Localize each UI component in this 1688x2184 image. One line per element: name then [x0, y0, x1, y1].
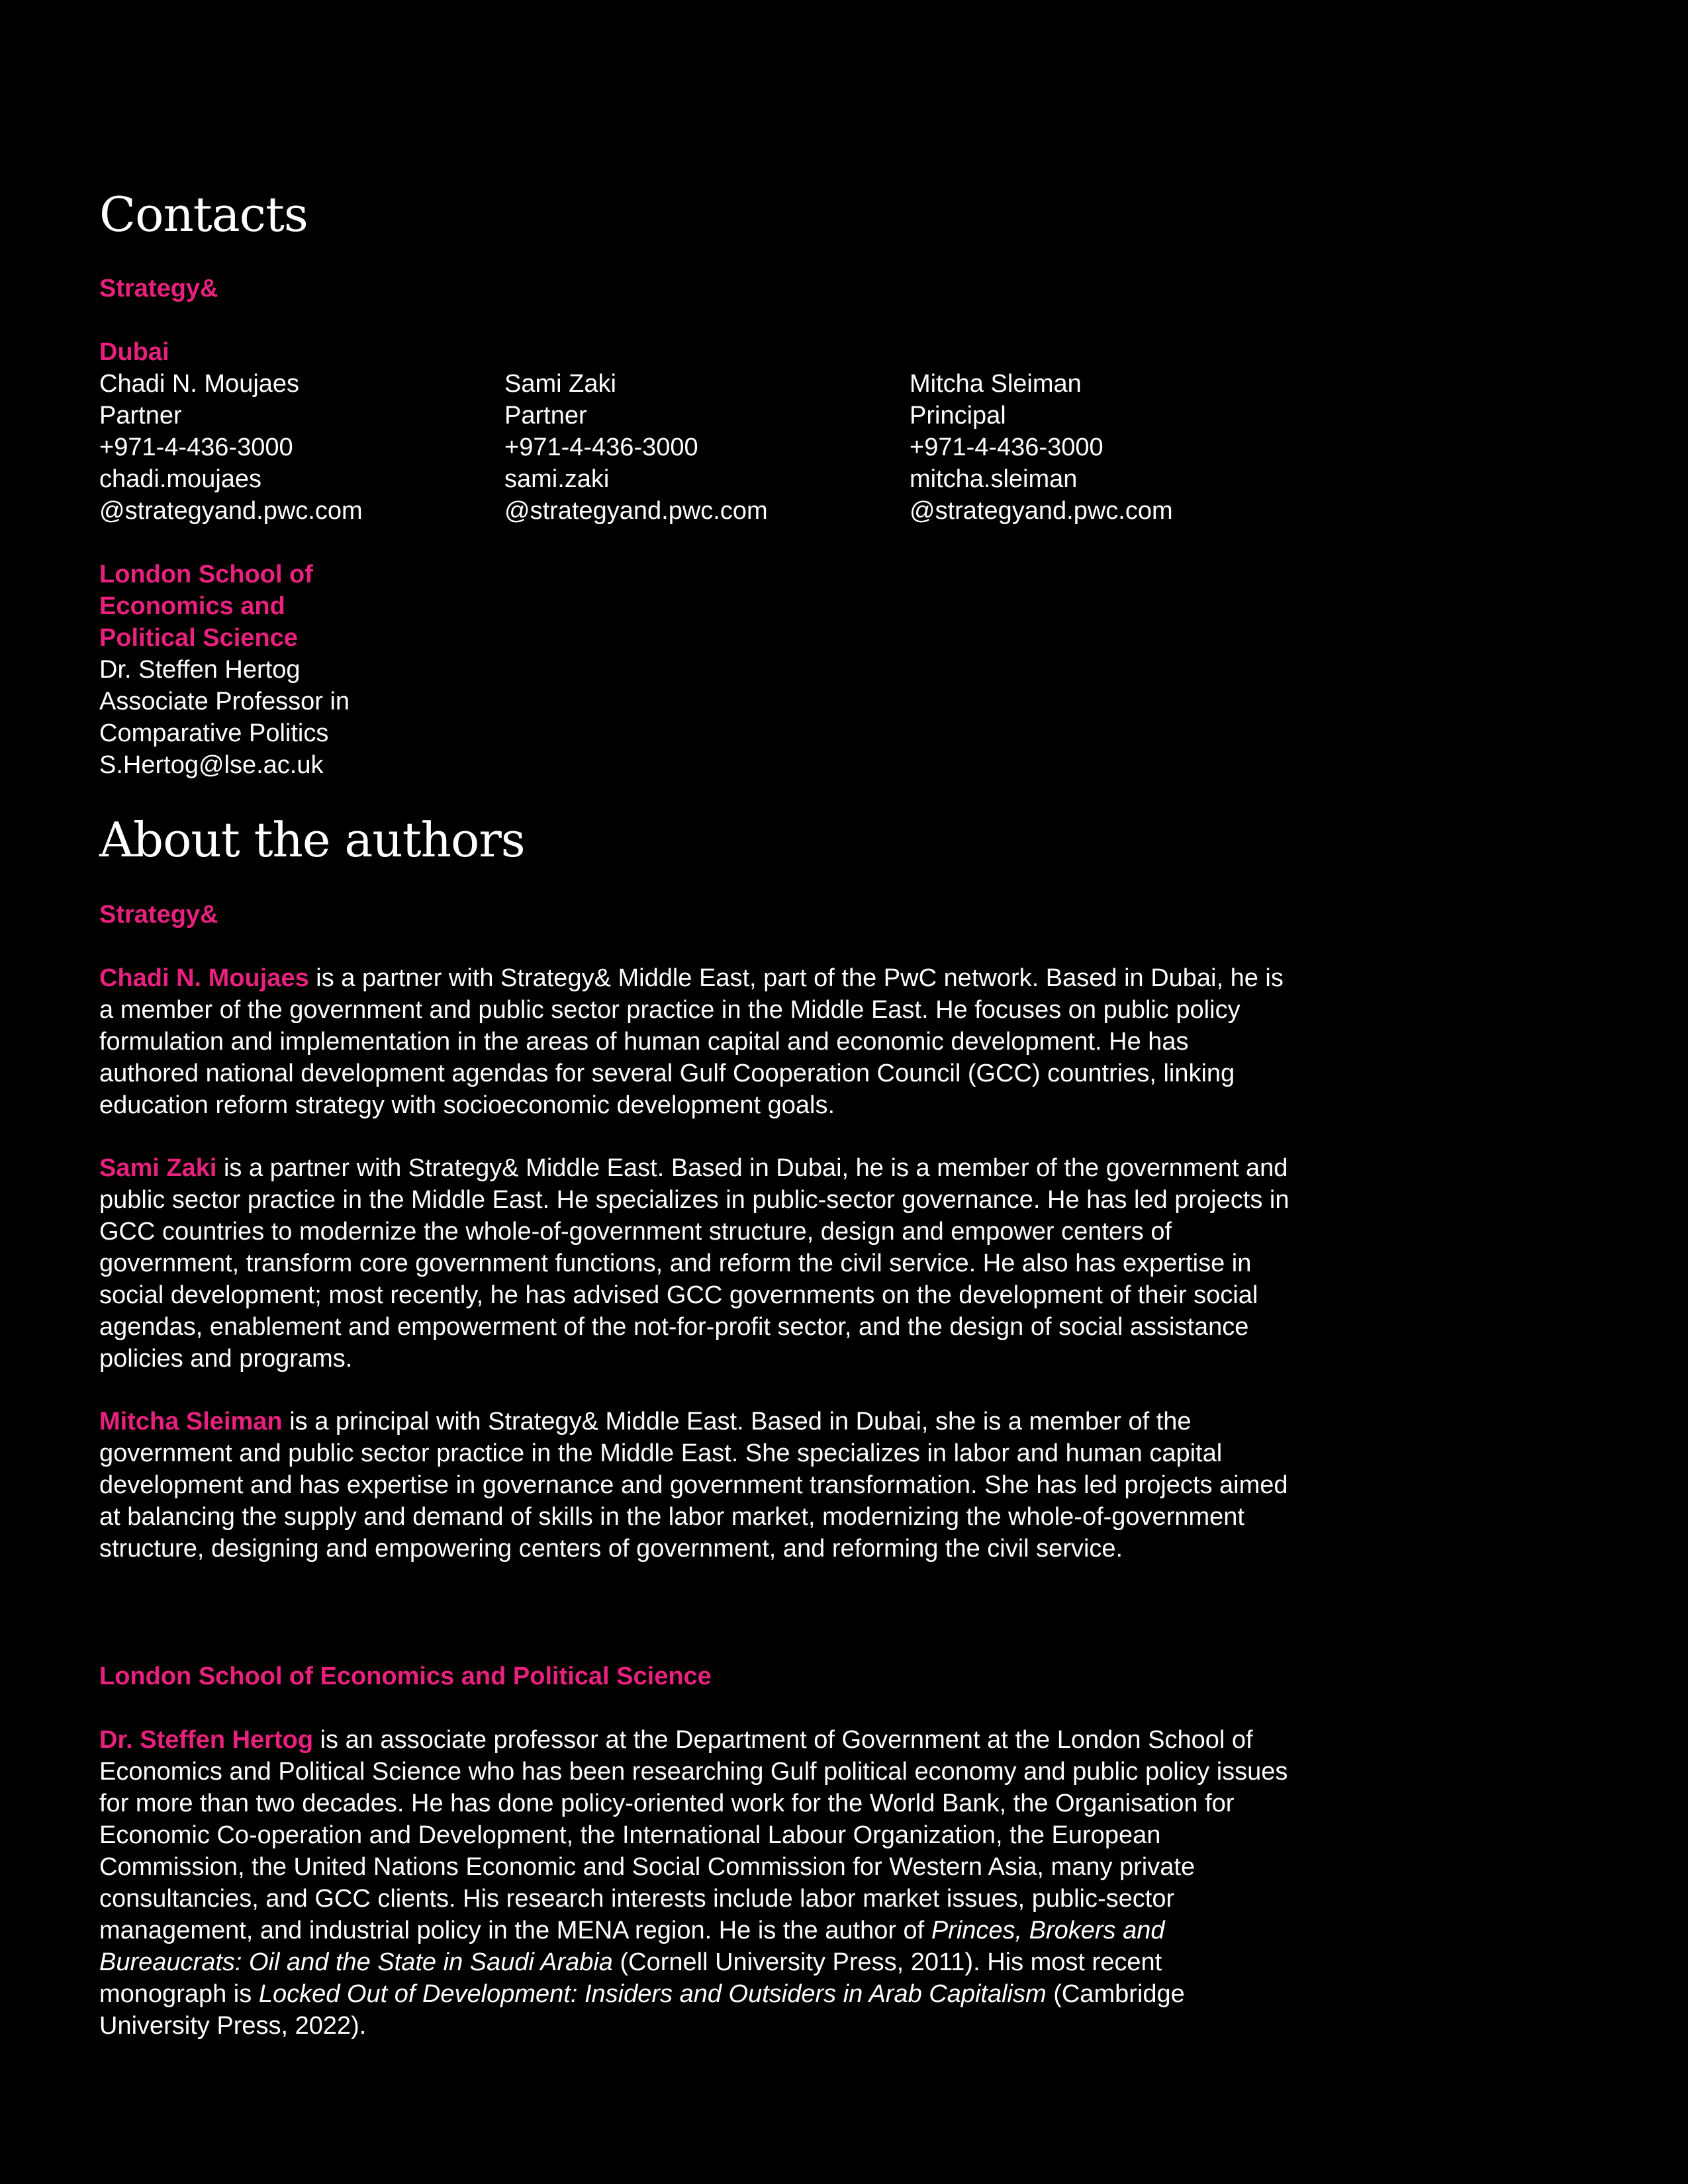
- contact-email-user[interactable]: chadi.moujaes: [99, 465, 262, 493]
- contact-name: Sami Zaki: [504, 370, 616, 398]
- contact-email-domain[interactable]: @strategyand.pwc.com: [504, 497, 768, 525]
- contact-phone[interactable]: +971-4-436-3000: [504, 433, 698, 461]
- author-bio-text: (Cambridge University Press, 2022).: [99, 1980, 1185, 2040]
- contact-email-user[interactable]: mitcha.sleiman: [910, 465, 1078, 493]
- author-name: Chadi N. Moujaes: [99, 964, 309, 992]
- author-bio-text: is a principal with Strategy& Middle East. Based in Dubai, she is a member of the government and public sector practice in the Middle East. She specializes in labor and human capital development and has expertise in governance and government transformation. She has led projects aimed at balancing the supply and demand of skills in the labor market, modernizing the whole-of-government structure, designing and empowering centers of government, and reforming the civil service.: [99, 1408, 1288, 1563]
- lse-label-line: Economics and: [99, 592, 285, 620]
- author-name: Sami Zaki: [99, 1154, 217, 1182]
- contact-card: [910, 368, 1173, 527]
- author-bio-text: (Cornell University Press, 2011). His most recent monograph is: [99, 1948, 1162, 2008]
- lse-label-line: London School of: [99, 561, 313, 588]
- lse-about-label: London School of Economics and Political Science: [99, 1662, 712, 1690]
- contact-card: [99, 368, 363, 527]
- contact-phone[interactable]: +971-4-436-3000: [99, 433, 293, 461]
- contact-name: Chadi N. Moujaes: [99, 370, 300, 398]
- contact-email[interactable]: S.Hertog@lse.ac.uk: [99, 751, 324, 779]
- contact-email-domain[interactable]: @strategyand.pwc.com: [910, 497, 1173, 525]
- book-title: Locked Out of Development: Insiders and Outsiders in Arab Capitalism: [258, 1980, 1047, 2008]
- author-bio-text: is an associate professor at the Department of Government at the London School of Economics and Political Science who has been researching Gulf political economy and public policy issues for more than two decades. He has done policy-oriented work for the World Bank, the Organisation for Economic Co-operation and Development, the International Labour Organization, the European Commission, the United Nations Economic and Social Commission for Western Asia, many private consultancies, and GCC clients. His research interests include labor market issues, public-sector management, and industrial policy in the MENA region. He is the author of: [99, 1726, 1288, 1944]
- contacts-firm-label: Strategy&: [99, 275, 218, 302]
- contact-role: Principal: [910, 402, 1006, 430]
- contact-name: Mitcha Sleiman: [910, 370, 1082, 398]
- lse-contact-card: [99, 559, 430, 781]
- office-label: Dubai: [99, 338, 169, 366]
- author-bio: [99, 1406, 1291, 1565]
- contact-email-user[interactable]: sami.zaki: [504, 465, 610, 493]
- contact-role: Associate Professor in: [99, 688, 350, 715]
- author-bio: [99, 1152, 1291, 1375]
- book-title: Princes, Brokers and Bureaucrats: Oil and the State in Saudi Arabia: [99, 1917, 1165, 1976]
- contact-role: Partner: [504, 402, 587, 430]
- contact-email-domain[interactable]: @strategyand.pwc.com: [99, 497, 363, 525]
- contact-role: Comparative Politics: [99, 719, 329, 747]
- author-bio: [99, 1724, 1291, 2042]
- contact-name: Dr. Steffen Hertog: [99, 656, 301, 684]
- author-name: Mitcha Sleiman: [99, 1408, 283, 1435]
- lse-label-line: Political Science: [99, 624, 298, 652]
- author-bio: [99, 962, 1291, 1121]
- contact-role: Partner: [99, 402, 182, 430]
- about-firm-label: Strategy&: [99, 901, 218, 929]
- contact-card: [504, 368, 768, 527]
- author-name: Dr. Steffen Hertog: [99, 1726, 314, 1754]
- contacts-title: Contacts: [99, 187, 308, 242]
- author-bio-text: is a partner with Strategy& Middle East. Based in Dubai, he is a member of the government and public sector practice in the Middle East. He specializes in public-sector governance. He has led projects in GCC countries to modernize the whole-of-government structure, design and empower centers of government, transform core government functions, and reform the civil service. He also has expertise in social development; most recently, he has advised GCC governments on the development of their social agendas, enablement and empowerment of the not-for-profit sector, and the design of social assistance policies and programs.: [99, 1154, 1289, 1373]
- contact-phone[interactable]: +971-4-436-3000: [910, 433, 1103, 461]
- author-bio-text: is a partner with Strategy& Middle East, part of the PwC network. Based in Dubai, he is a member of the government and public sector practice in the Middle East. He focuses on public policy formulation and implementation in the areas of human capital and economic development. He has authored national development agendas for several Gulf Cooperation Council (GCC) countries, linking education reform strategy with socioeconomic development goals.: [99, 964, 1284, 1119]
- about-title: About the authors: [99, 812, 525, 868]
